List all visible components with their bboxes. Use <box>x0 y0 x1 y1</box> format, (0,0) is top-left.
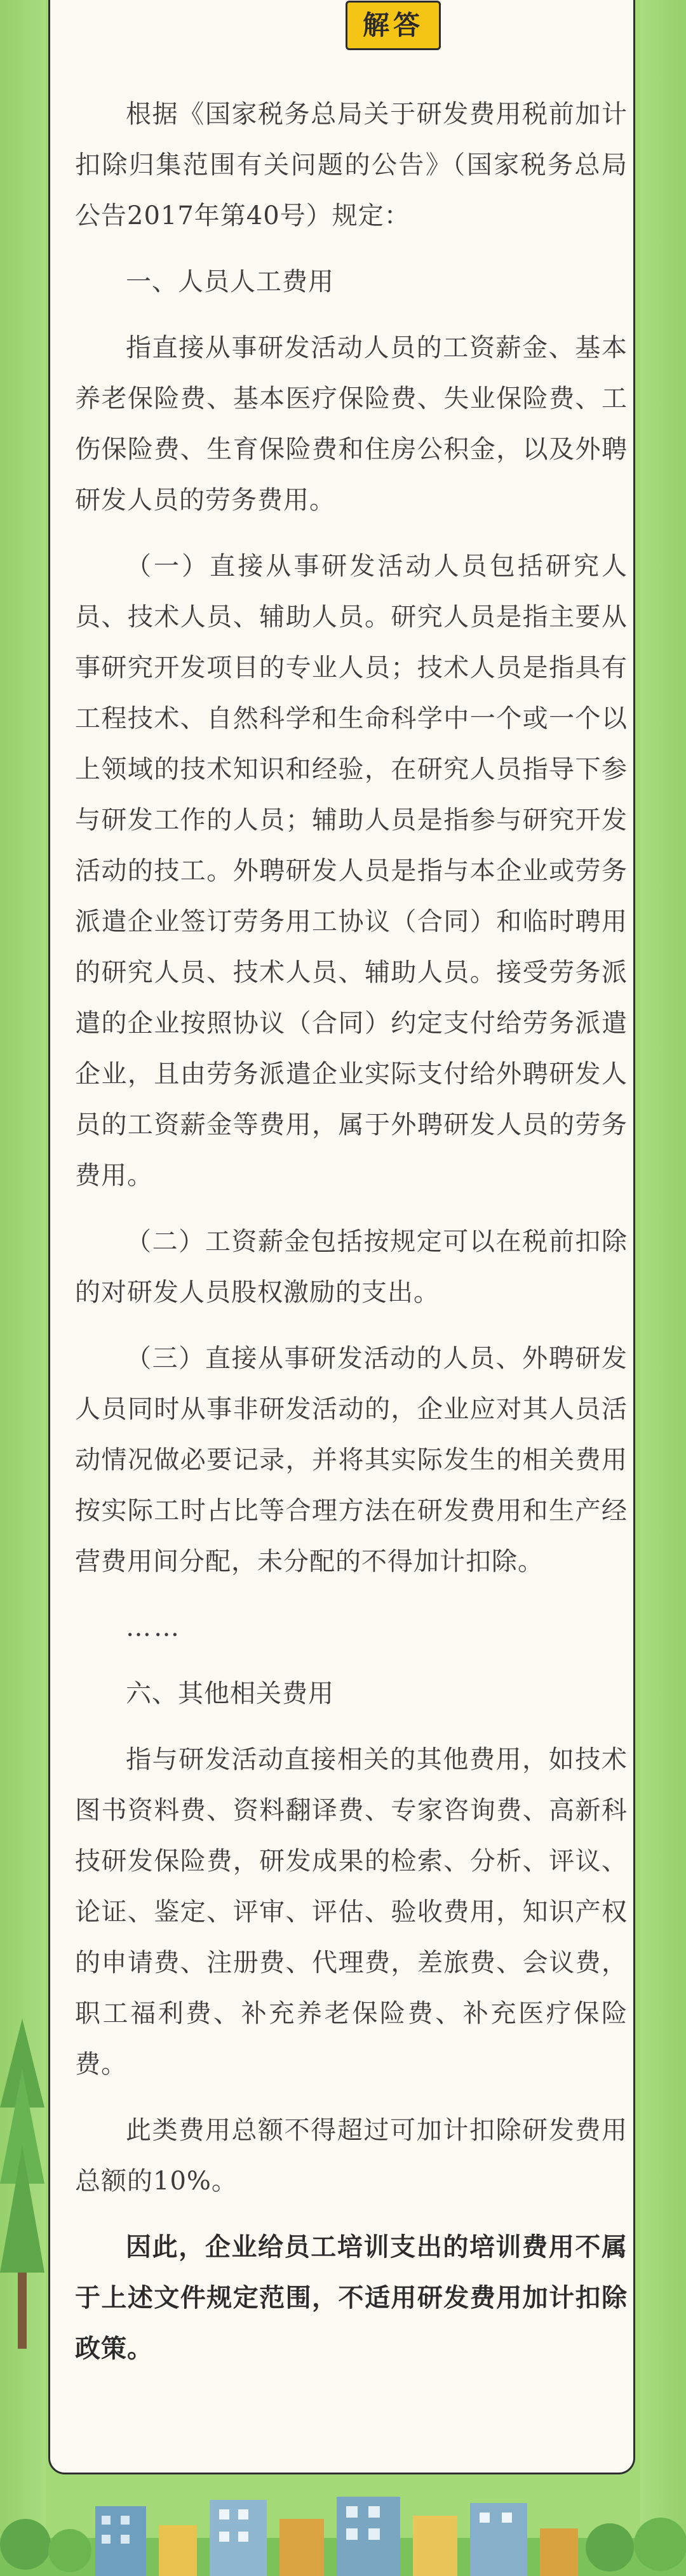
answer-tag: 解答 <box>346 1 441 50</box>
paragraph-ellipsis: …… <box>126 1613 182 1642</box>
paragraph-intro: 根据《国家税务总局关于研发费用税前加计扣除归集范围有关问题的公告》（国家税务总局公告2017年第40号）规定： <box>75 100 628 230</box>
city-skyline-illustration <box>0 2481 686 2576</box>
tree-illustration <box>0 2019 44 2349</box>
paragraph-personnel-definition: 指直接从事研发活动人员的工资薪金、基本养老保险费、基本医疗保险费、失业保险费、工伤保险费、生育保险费和住房公积金，以及外聘研发人员的劳务费用。 <box>75 333 628 515</box>
section-heading-personnel: 一、人员人工费用 <box>126 267 334 296</box>
paragraph-item-1: （一）直接从事研发活动人员包括研究人员、技术人员、辅助人员。研究人员是指主要从事研究开发项目的专业人员；技术人员是指具有工程技术、自然科学和生命科学中一个或一个以上领域的技术知识和经验，在研究人员指导下参与研发工作的人员；辅助人员是指参与研究开发活动的技工。外聘研发人员是指与本企业或劳务派遣企业签订劳务用工协议（合同）和临时聘用的研究人员、技术人员、辅助人员。接受劳务派遣的企业按照协议（合同）约定支付给劳务派遣企业，且由劳务派遣企业实际支付给外聘研发人员的工资薪金等费用，属于外聘研发人员的劳务费用。 <box>75 552 628 1190</box>
paragraph-conclusion: 因此，企业给员工培训支出的培训费用不属于上述文件规定范围，不适用研发费用加计扣除政策。 <box>75 2232 628 2363</box>
right-decoration-strip <box>640 0 686 2576</box>
paragraph-item-3: （三）直接从事研发活动的人员、外聘研发人员同时从事非研发活动的，企业应对其人员活动情况做必要记录，并将其实际发生的相关费用按实际工时占比等合理方法在研发费用和生产经营费用间分配，未分配的不得加计扣除。 <box>75 1344 628 1576</box>
section-heading-other: 六、其他相关费用 <box>126 1679 334 1708</box>
paragraph-limit: 此类费用总额不得超过可加计扣除研发费用总额的10%。 <box>75 2116 628 2196</box>
paragraph-item-2: （二）工资薪金包括按规定可以在税前扣除的对研发人员股权激励的支出。 <box>75 1227 628 1307</box>
answer-content <box>75 89 628 2389</box>
paragraph-other-definition: 指与研发活动直接相关的其他费用，如技术图书资料费、资料翻译费、专家咨询费、高新科技研发保险费，研发成果的检索、分析、评议、论证、鉴定、评审、评估、验收费用，知识产权的申请费、注册费、代理费，差旅费、会议费，职工福利费、补充养老保险费、补充医疗保险费。 <box>75 1745 628 2079</box>
